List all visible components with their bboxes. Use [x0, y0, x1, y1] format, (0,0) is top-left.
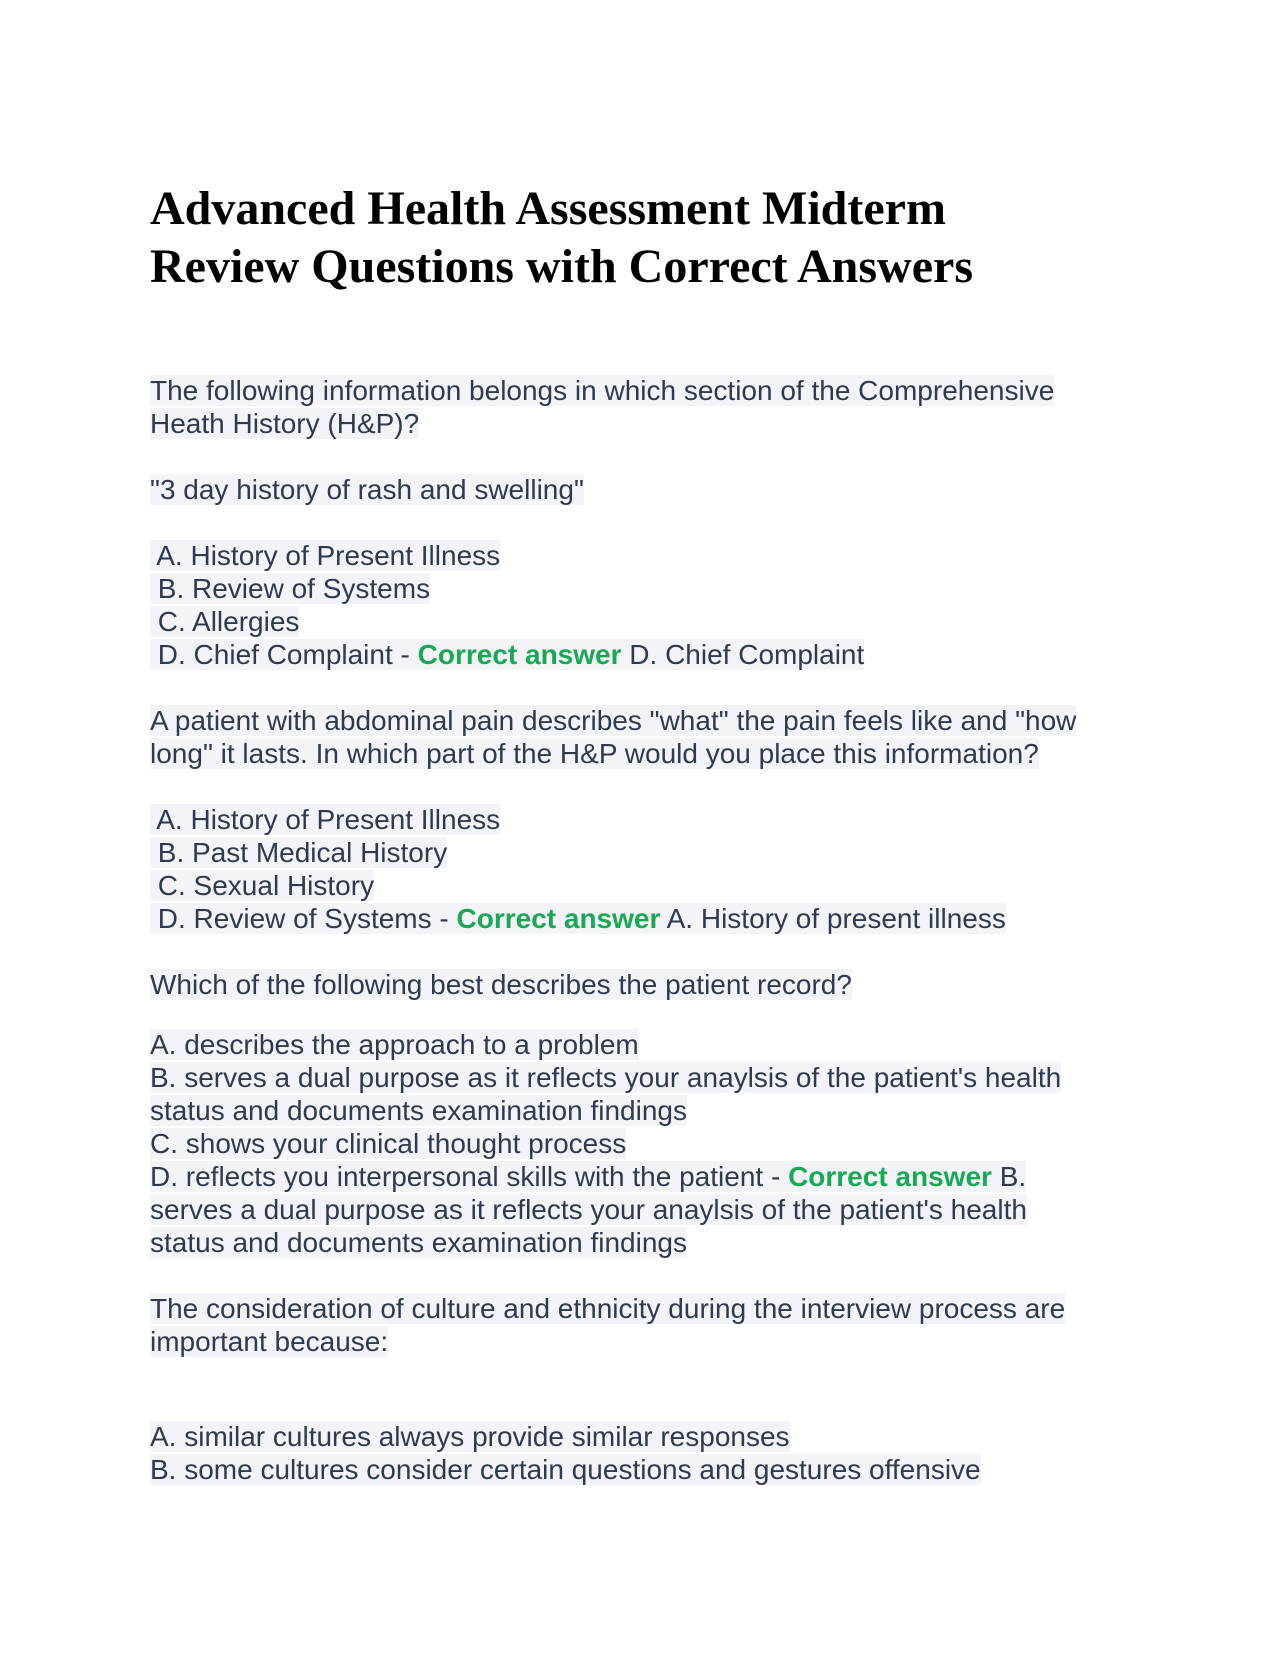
correct-answer-label: Correct answer [417, 639, 622, 670]
question-1-stem-line-1: The following information belongs in which section of the Comprehensive [150, 375, 1055, 406]
option-d: D. Chief Complaint - [150, 639, 418, 670]
question-4-stem [150, 1292, 1150, 1358]
question-3-options [150, 1028, 1150, 1259]
option-b: B. some cultures consider certain questions and gestures offensive [150, 1454, 981, 1485]
document-page [150, 180, 1150, 1486]
question-2-stem [150, 704, 1150, 770]
question-4-stem-line-1: The consideration of culture and ethnicity during the interview process are [150, 1293, 1066, 1324]
option-b-continued: status and documents examination findings [150, 1095, 687, 1126]
option-a: A. similar cultures always provide similar responses [150, 1421, 790, 1452]
question-1 [150, 374, 1150, 671]
option-d-with-answer [150, 1161, 1026, 1192]
option-d-with-answer [150, 639, 864, 670]
option-a: A. History of Present Illness [150, 804, 501, 835]
question-4-options [150, 1420, 1150, 1486]
option-c: C. Sexual History [150, 870, 375, 901]
title-line-1: Advanced Health Assessment Midterm [150, 182, 946, 235]
question-4 [150, 1292, 1150, 1486]
correct-answer-label: Correct answer [456, 903, 661, 934]
option-a: A. describes the approach to a problem [150, 1029, 639, 1060]
question-2-stem-line-2: long" it lasts. In which part of the H&P would you place this information? [150, 738, 1039, 769]
question-1-stem-line-2: Heath History (H&P)? [150, 408, 420, 439]
question-2 [150, 704, 1150, 935]
correct-answer-label: Correct answer [788, 1161, 992, 1192]
option-d: D. reflects you interpersonal skills with the patient - [150, 1161, 789, 1192]
question-1-stem [150, 374, 1150, 440]
answer-text: A. History of present illness [660, 903, 1006, 934]
answer-text-line-3: status and documents examination findings [150, 1227, 687, 1258]
option-c: C. shows your clinical thought process [150, 1128, 627, 1159]
option-b: B. serves a dual purpose as it reflects your anaylsis of the patient's health [150, 1062, 1062, 1093]
option-d: D. Review of Systems - [150, 903, 457, 934]
option-b: B. Review of Systems [150, 573, 431, 604]
option-a: A. History of Present Illness [150, 540, 501, 571]
answer-text: B. [991, 1161, 1027, 1192]
question-1-quote: "3 day history of rash and swelling" [150, 474, 584, 505]
question-3 [150, 968, 1150, 1259]
question-2-options [150, 803, 1150, 935]
option-c: C. Allergies [150, 606, 300, 637]
question-2-stem-line-1: A patient with abdominal pain describes "what" the pain feels like and "how [150, 705, 1077, 736]
question-3-stem: Which of the following best describes the patient record? [150, 969, 852, 1000]
document-title [150, 180, 1150, 296]
title-line-2: Review Questions with Correct Answers [150, 240, 974, 293]
answer-text-line-2: serves a dual purpose as it reflects your anaylsis of the patient's health [150, 1194, 1027, 1225]
answer-text: D. Chief Complaint [621, 639, 865, 670]
option-b: B. Past Medical History [150, 837, 448, 868]
question-1-options [150, 539, 1150, 671]
option-d-with-answer [150, 903, 1006, 934]
question-4-stem-line-2: important because: [150, 1326, 389, 1357]
